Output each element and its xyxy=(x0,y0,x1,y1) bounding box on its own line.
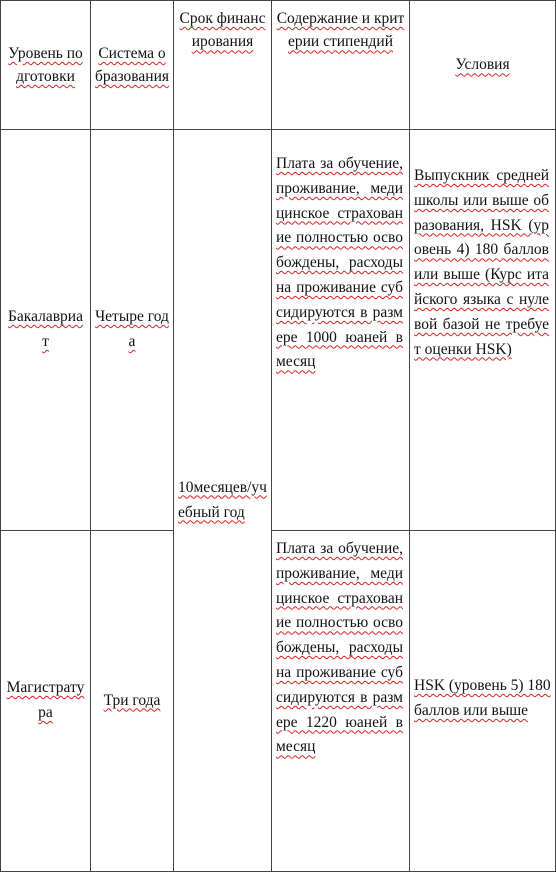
header-duration: Срок финансирования xyxy=(174,1,272,130)
header-conditions: Условия xyxy=(410,1,556,130)
header-level: Уровень подготовки xyxy=(1,1,91,130)
table-row xyxy=(1,531,556,872)
row-content: Плата за обучение, проживание, медицинское страхование полностью освобождены, расходы на проживание субсидируются в размере 1220 юаней в месяц xyxy=(272,531,410,872)
row-level: Бакалавриат xyxy=(1,130,91,531)
row-system: Четыре года xyxy=(91,130,174,531)
row-duration: 10месяцев/учебный год xyxy=(174,130,272,872)
row-conditions: HSK (уровень 5) 180 баллов или выше xyxy=(410,531,556,872)
row-conditions: Выпускник средней школы или выше образования, HSK (уровень 4) 180 баллов или выше (Курс итайского языка с нулевой базой не требует оценки HSK) xyxy=(410,130,556,531)
table-header-row xyxy=(1,1,556,130)
table-row xyxy=(1,130,556,531)
row-level: Магистратура xyxy=(1,531,91,872)
header-system: Система образования xyxy=(91,1,174,130)
header-content: Содержание и критерии стипендий xyxy=(272,1,410,130)
row-system: Три года xyxy=(91,531,174,872)
row-content: Плата за обучение, проживание, медицинское страхование полностью освобождены, расходы на проживание субсидируются в размере 1000 юаней в месяц xyxy=(272,130,410,531)
